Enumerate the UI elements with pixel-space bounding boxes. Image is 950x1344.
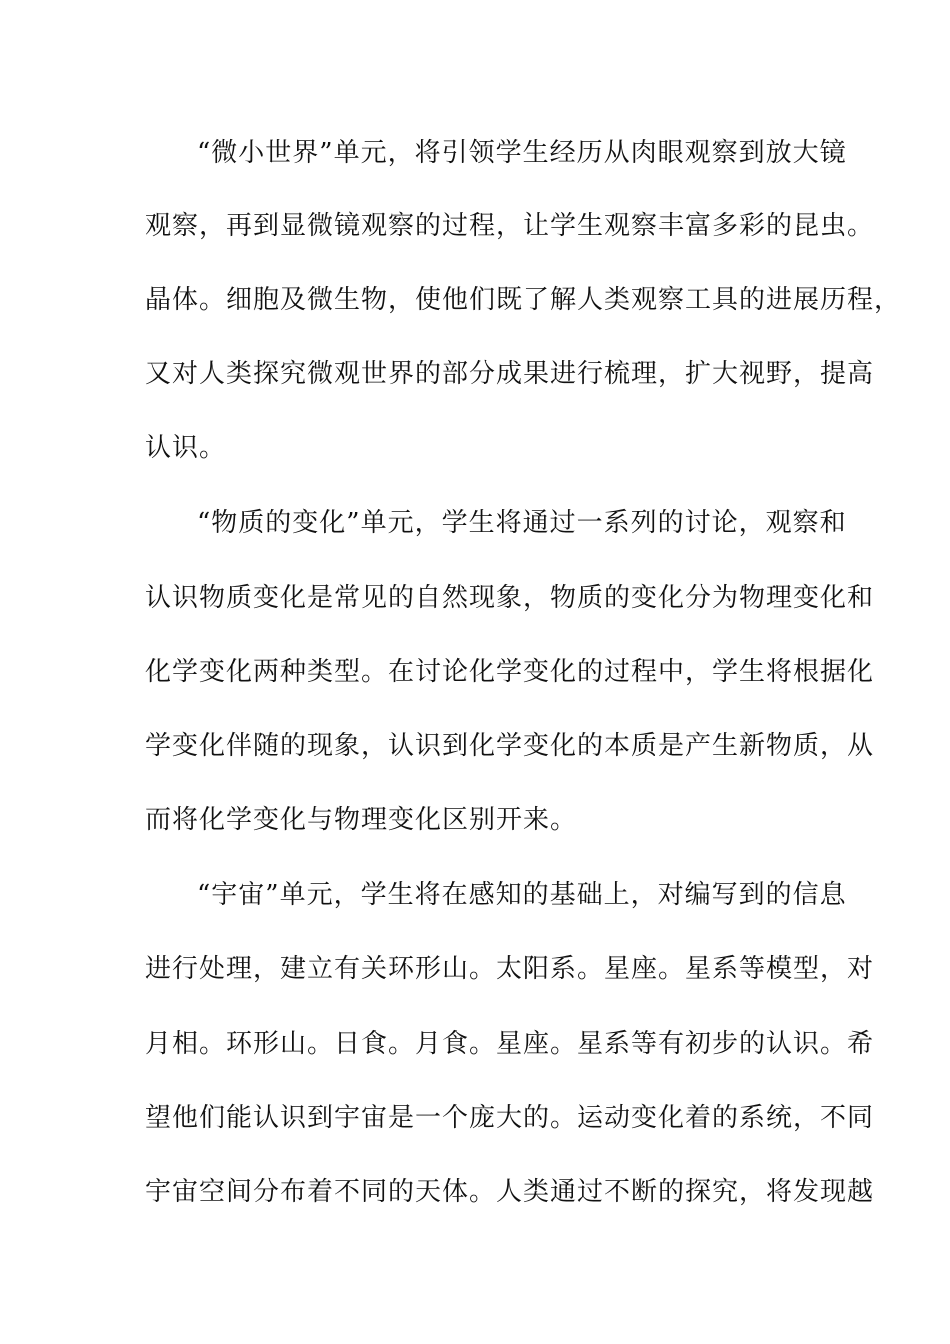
text-line: 进行处理，建立有关环形山。太阳系。星座。星系等模型，对: [145, 954, 875, 984]
text-line: 望他们能认识到宇宙是一个庞大的。运动变化着的系统，不同: [145, 1103, 875, 1133]
text-line: 观察，再到显微镜观察的过程，让学生观察丰富多彩的昆虫。: [145, 211, 875, 241]
text-line: 又对人类探究微观世界的部分成果进行梳理，扩大视野，提高: [145, 359, 875, 389]
text-line: 认识物质变化是常见的自然现象，物质的变化分为物理变化和: [145, 583, 875, 613]
text-line: “物质的变化”单元，学生将通过一系列的讨论，观察和: [197, 508, 847, 538]
text-line: 晶体。细胞及微生物，使他们既了解人类观察工具的进展历程，: [145, 285, 902, 315]
text-line: 学变化伴随的现象，认识到化学变化的本质是产生新物质，从: [145, 731, 875, 761]
text-line: “微小世界”单元，将引领学生经历从肉眼观察到放大镜: [197, 138, 847, 168]
text-line: 宇宙空间分布着不同的天体。人类通过不断的探究，将发现越: [145, 1177, 875, 1207]
text-line: 化学变化两种类型。在讨论化学变化的过程中，学生将根据化: [145, 657, 875, 687]
text-line: 而将化学变化与物理变化区别开来。: [145, 805, 578, 835]
text-line: “宇宙”单元，学生将在感知的基础上，对编写到的信息: [197, 880, 847, 910]
text-line: 月相。环形山。日食。月食。星座。星系等有初步的认识。希: [145, 1029, 875, 1059]
text-line: 认识。: [145, 433, 227, 463]
